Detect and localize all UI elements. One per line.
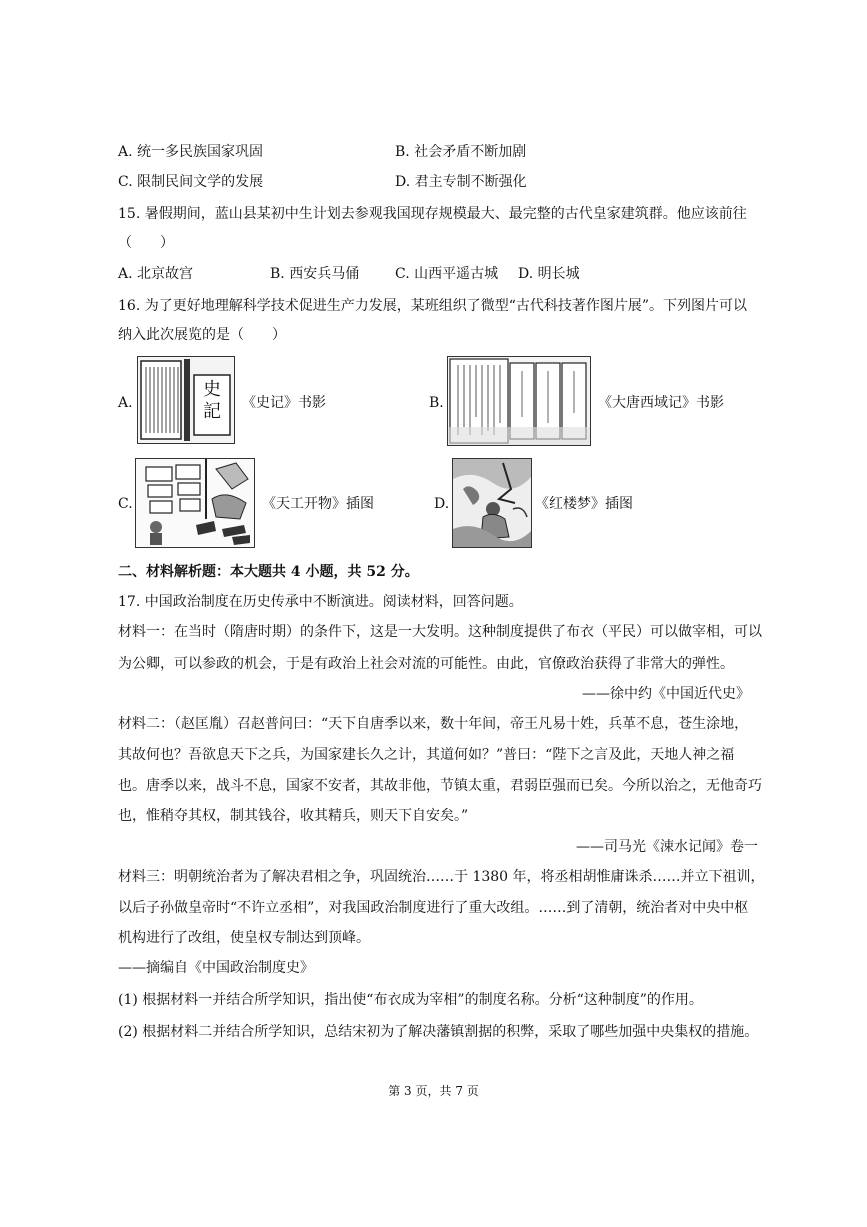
q14-option-a: A. 统一多民族国家巩固 <box>118 144 264 160</box>
q16-option-b-letter: B. <box>429 395 444 411</box>
q16-option-d-letter: D. <box>434 496 450 512</box>
q15-option-b: B. 西安兵马俑 <box>270 266 360 282</box>
q16-option-b-caption: 《大唐西域记》书影 <box>598 395 724 411</box>
q17-material2-line1: 材料二：（赵匡胤）召赵普问曰：“天下自唐季以来，数十年间，帝王凡易十姓，兵革不息，苍生涂地， <box>118 716 749 732</box>
page-number: 第 3 页，共 7 页 <box>388 1084 479 1098</box>
hongloumeng-illustration <box>452 458 532 548</box>
q17-material1-line1: 材料一：在当时（隋唐时期）的条件下，这是一大发明。这种制度提供了布衣（平民）可以做宰相，可以 <box>118 624 762 640</box>
q16-option-c-caption: 《天工开物》插图 <box>262 496 374 512</box>
q15-stem-line1: 15. 暑假期间，蓝山县某初中生计划去参观我国现存规模最大、最完整的古代皇家建筑群。他应该前往 <box>118 206 747 222</box>
q17-material1-line2: 为公卿，可以参政的机会，于是有政治上社会对流的可能性。由此，官僚政治获得了非常大的弹性。 <box>118 656 734 672</box>
q16-option-c-letter: C. <box>118 496 133 512</box>
shiji-book-image <box>137 356 235 444</box>
q16-stem-line1: 16. 为了更好地理解科学技术促进生产力发展，某班组织了微型“古代科技著作图片展”。下列图片可以 <box>118 298 748 314</box>
datang-xiyuji-book-image <box>447 356 591 446</box>
shiji-book-title: 史記 <box>203 379 221 422</box>
q15-option-a: A. 北京故宫 <box>118 266 194 282</box>
q14-option-b: B. 社会矛盾不断加剧 <box>395 144 527 160</box>
q14-option-c: C. 限制民间文学的发展 <box>118 174 264 190</box>
q15-option-d: D. 明长城 <box>518 266 580 282</box>
q16-stem-line2: 纳入此次展览的是（ ） <box>118 327 286 343</box>
q17-material2-line2: 其故何也？吾欲息天下之兵，为国家建长久之计，其道何如？”普曰：“陛下之言及此，天地人神之福 <box>118 747 735 763</box>
q17-material3-line2: 以后子孙做皇帝时“不许立丞相”，对我国政治制度进行了重大改组。……到了清朝，统治者对中央中枢 <box>118 900 749 916</box>
q17-subquestion-2: (2) 根据材料二并结合所学知识，总结宋初为了解决藩镇割据的积弊，采取了哪些加强中央集权的措施。 <box>118 1024 759 1040</box>
q17-material1-source: ——徐中约《中国近代史》 <box>582 686 750 702</box>
q15-option-c: C. 山西平遥古城 <box>395 266 499 282</box>
q16-option-a-letter: A. <box>118 395 133 411</box>
q17-material2-line3: 也。唐季以来，战斗不息，国家不安者，其故非他，节镇太重，君弱臣强而已矣。今所以治之，无他奇巧 <box>118 778 762 794</box>
q17-subquestion-1: (1) 根据材料一并结合所学知识，指出使“布衣成为宰相”的制度名称。分析“这种制度”的作用。 <box>118 992 703 1008</box>
q17-material2-line4: 也，惟稍夺其权，制其钱谷，收其精兵，则天下自安矣。” <box>118 808 469 824</box>
section2-heading: 二、材料解析题：本大题共 4 小题，共 52 分。 <box>118 564 419 580</box>
q17-material2-source: ——司马光《涑水记闻》卷一 <box>576 839 758 855</box>
q17-stem: 17. 中国政治制度在历史传承中不断演进。阅读材料，回答问题。 <box>118 594 523 610</box>
tiangong-kaiwu-illustration <box>135 458 255 548</box>
q17-material3-source: ——摘编自《中国政治制度史》 <box>118 960 314 976</box>
q17-material3-line1: 材料三：明朝统治者为了解决君相之争，巩固统治……于 1380 年，将丞相胡惟庸诛杀……并立下祖训， <box>118 869 765 885</box>
q15-stem-line2: （ ） <box>118 235 174 251</box>
q17-material3-line3: 机构进行了改组，使皇权专制达到顶峰。 <box>118 930 370 946</box>
q16-option-d-caption: 《红楼梦》插图 <box>535 496 633 512</box>
q14-option-d: D. 君主专制不断强化 <box>395 174 527 190</box>
q16-option-a-caption: 《史记》书影 <box>242 395 326 411</box>
